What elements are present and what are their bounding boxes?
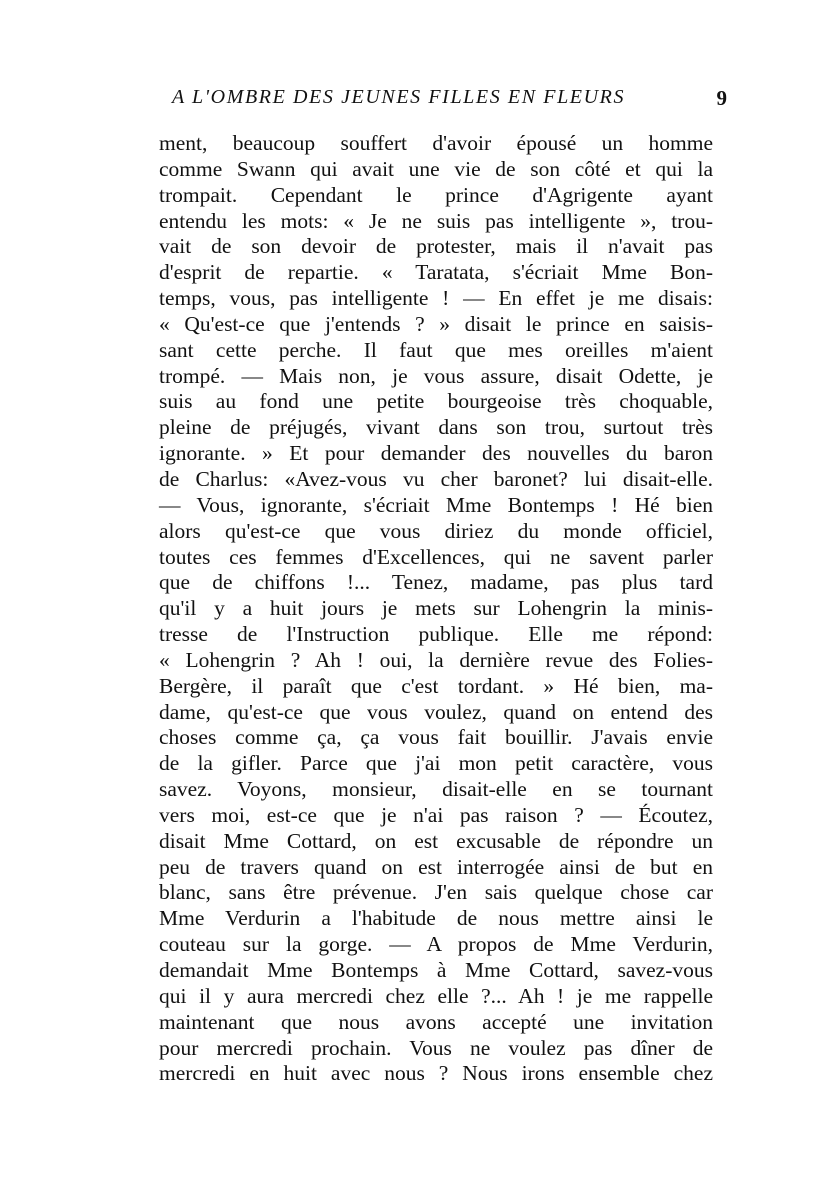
text-line: Bergère, il paraît que c'est tordant. » Hé bien, ma- [159,673,713,698]
text-line: — Vous, ignorante, s'écriait Mme Bontemps ! Hé bien [159,492,713,517]
text-line: alors qu'est-ce que vous diriez du monde officiel, [159,518,713,543]
text-line: toutes ces femmes d'Excellences, qui ne savent parler [159,544,713,569]
text-line: peu de travers quand on est interrogée ainsi de but en [159,854,713,879]
text-line: pour mercredi prochain. Vous ne voulez pas dîner de [159,1035,713,1060]
text-line: que de chiffons !... Tenez, madame, pas plus tard [159,570,713,595]
text-line: « Qu'est-ce que j'entends ? » disait le prince en saisis- [159,311,713,336]
text-line: de Charlus: «Avez-vous vu cher baronet? lui disait-elle. [159,466,713,491]
running-head [172,86,727,112]
text-line: qui il y aura mercredi chez elle ?... Ah ! je me rappelle [159,983,713,1008]
text-line: sant cette perche. Il faut que mes oreilles m'aient [159,337,713,362]
text-line: choses comme ça, ça vous fait bouillir. J'avais envie [159,725,713,750]
text-line: tresse de l'Instruction publique. Elle me répond: [159,622,713,647]
text-line: demandait Mme Bontemps à Mme Cottard, savez-vous [159,958,713,982]
text-line: Mme Verdurin a l'habitude de nous mettre ainsi le [159,906,713,931]
text-line: comme Swann qui avait une vie de son côté et qui la [159,156,713,181]
text-line: maintenant que nous avons accepté une invitation [159,1009,713,1034]
text-line: vers moi, est-ce que je n'ai pas raison ? — Écoutez, [159,802,713,827]
text-line: qu'il y a huit jours je mets sur Lohengrin la minis- [159,596,713,621]
text-line: vait de son devoir de protester, mais il n'avait pas [159,234,713,259]
text-line: couteau sur la gorge. — A propos de Mme Verdurin, [159,932,713,957]
text-line: suis au fond une petite bourgeoise très choquable, [159,389,713,414]
text-line: entendu les mots: « Je ne suis pas intelligente », trou- [159,208,713,233]
text-line: d'esprit de repartie. « Taratata, s'écriait Mme Bon- [159,260,713,285]
text-line: pleine de préjugés, vivant dans son trou, surtout très [159,415,713,440]
text-line: mercredi en huit avec nous ? Nous irons ensemble chez [159,1061,713,1086]
text-line: trompé. — Mais non, je vous assure, disait Odette, je [159,363,713,388]
running-title: A L'OMBRE DES JEUNES FILLES EN FLEURS [172,86,626,108]
text-line: temps, vous, pas intelligente ! — En effet je me disais: [159,286,713,311]
text-line: de la gifler. Parce que j'ai mon petit caractère, vous [159,751,713,776]
text-line: « Lohengrin ? Ah ! oui, la dernière revue des Folies- [159,647,713,672]
text-line: blanc, sans être prévenue. J'en sais quelque chose car [159,880,713,905]
text-line: savez. Voyons, monsieur, disait-elle en se tournant [159,777,713,802]
text-line: ment, beaucoup souffert d'avoir épousé un homme [159,131,713,155]
text-line: dame, qu'est-ce que vous voulez, quand on entend des [159,699,713,724]
text-line: disait Mme Cottard, on est excusable de répondre un [159,828,713,853]
page-number: 9 [716,86,727,110]
text-line: ignorante. » Et pour demander des nouvelles du baron [159,441,713,466]
text-line: trompait. Cependant le prince d'Agrigente ayant [159,182,713,207]
body-text [159,131,713,1087]
